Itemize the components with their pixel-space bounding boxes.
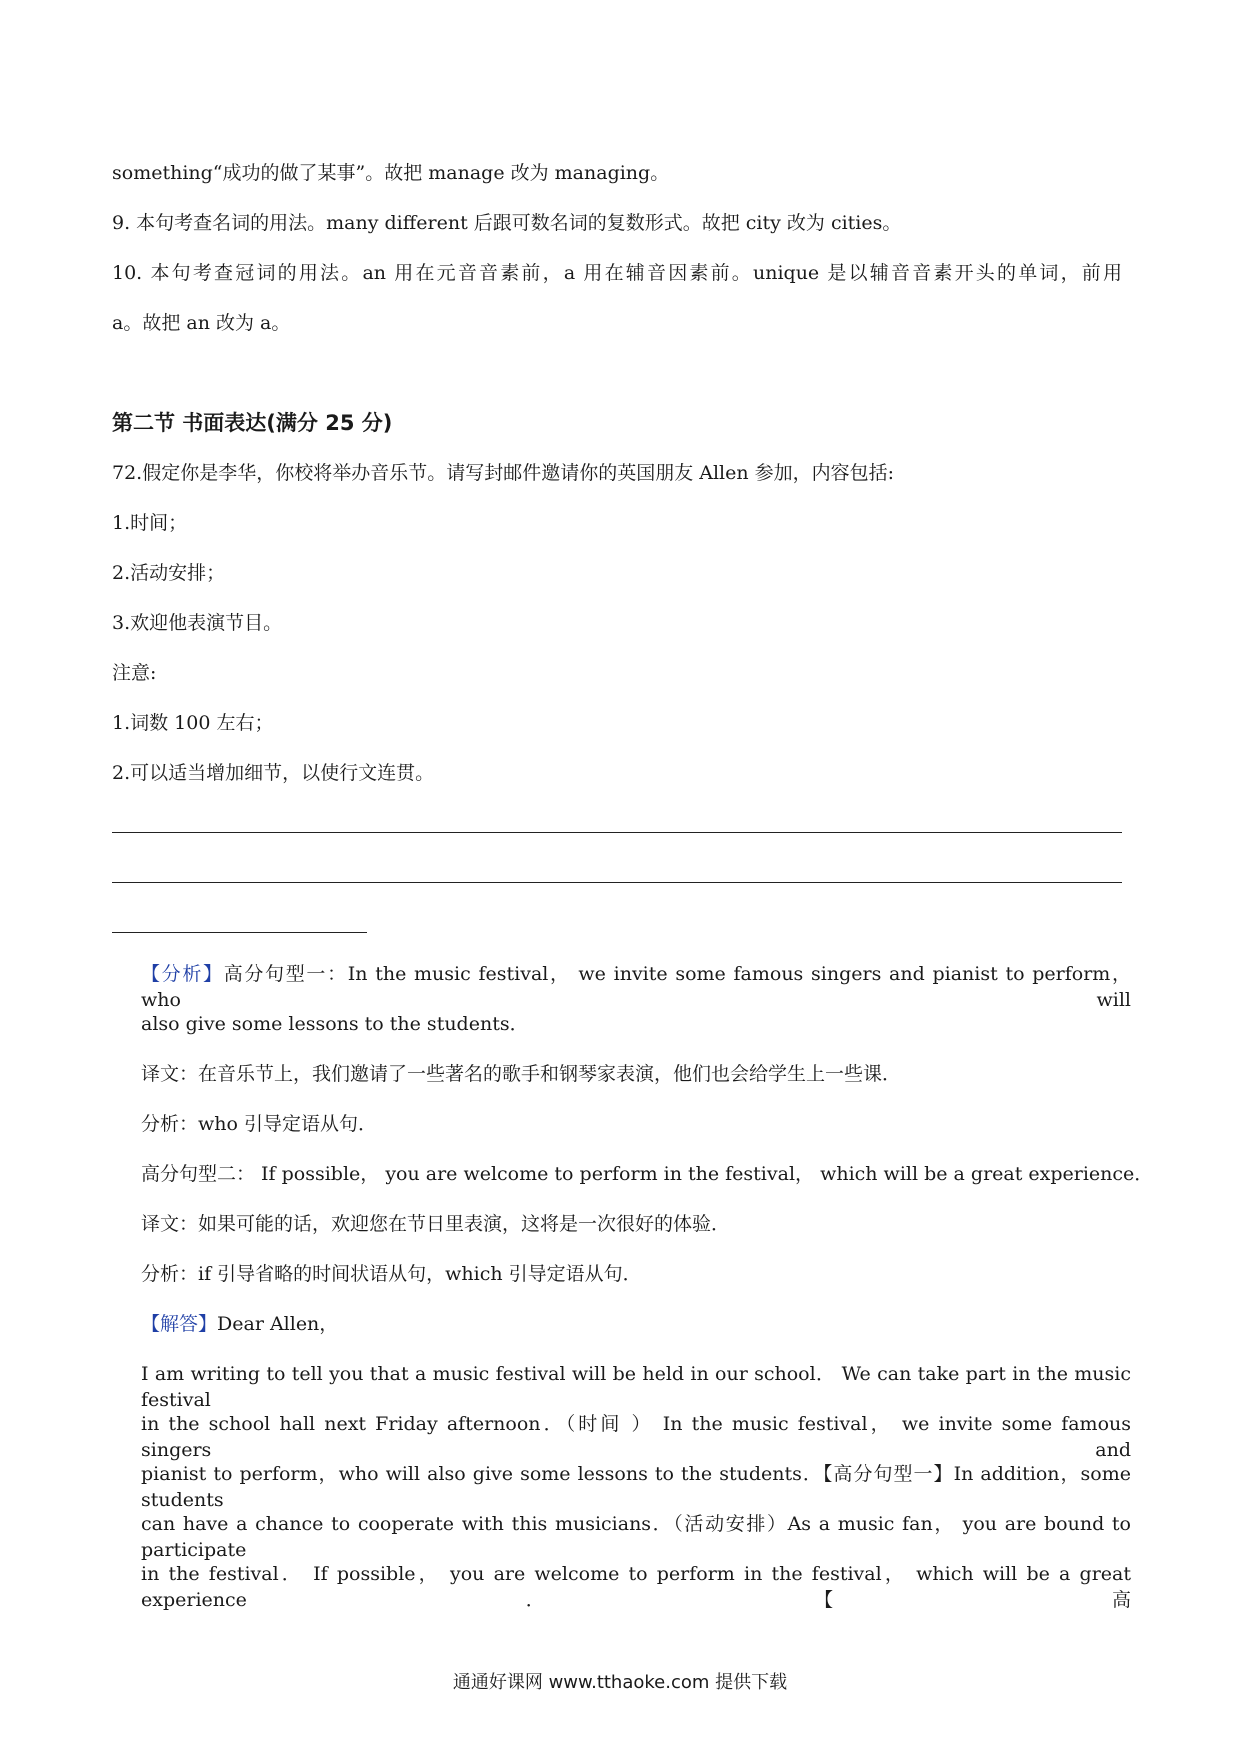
essay-line: pianist to perform，who will also give some lessons to the students．【高分句型一】In addition，some students [141, 1463, 1131, 1511]
answer-blank-line [112, 832, 1122, 833]
analysis-line: 译文：在音乐节上，我们邀请了一些著名的歌手和钢琴家表演，他们也会给学生上一些课． [141, 1063, 902, 1085]
analysis-line: also give some lessons to the students． [141, 1013, 529, 1035]
answer-tag: 【解答】 [141, 1313, 218, 1335]
essay-line: I am writing to tell you that a music festival will be held in our school． We can take part in the music festival [141, 1363, 1131, 1411]
requirement-item: 3.欢迎他表演节目。 [112, 612, 283, 634]
greeting: Dear Allen， [217, 1313, 339, 1335]
analysis-tag: 【分析】 [141, 963, 224, 985]
essay-line: in the festival． If possible， you are welcome to perform in the festival， which will be a great experience．【高 [141, 1563, 1131, 1611]
answer-line: something“成功的做了某事”。故把 manage 改为 managing。 [112, 162, 670, 184]
note-label: 注意: [112, 662, 157, 684]
analysis-line [141, 961, 1131, 1013]
essay-line: can have a chance to cooperate with this musicians．（活动安排）As a music fan， you are bound to participate [141, 1513, 1131, 1561]
answer-blank-line [112, 882, 1122, 883]
question-text: 72.假定你是李华，你校将举办音乐节。请写封邮件邀请你的英国朋友 Allen 参加，内容包括: [112, 462, 895, 484]
page-footer: 通通好课网 www.tthaoke.com 提供下载 [452, 1672, 788, 1693]
analysis-line: 译文：如果可能的话，欢迎您在节日里表演，这将是一次很好的体验． [141, 1213, 731, 1235]
note-item: 1.词数 100 左右； [112, 712, 274, 734]
analysis-line: 分析：if 引导省略的时间状语从句，which 引导定语从句． [141, 1263, 642, 1285]
answer-blank-line [112, 932, 367, 933]
answer-greeting-line [141, 1311, 338, 1337]
answer-line: 10. 本句考查冠词的用法。an 用在元音音素前，a 用在辅音因素前。unique 是以辅音音素开头的单词，前用 [112, 262, 1122, 284]
requirement-item: 1.时间； [112, 512, 188, 534]
answer-line: 9. 本句考查名词的用法。many different 后跟可数名词的复数形式。故把 city 改为 cities。 [112, 212, 902, 234]
analysis-line: 分析：who 引导定语从句． [141, 1113, 377, 1135]
requirement-item: 2.活动安排； [112, 562, 226, 584]
analysis-line: 高分句型二： If possible， you are welcome to perform in the festival， which will be a great experience． [141, 1163, 1154, 1185]
note-item: 2.可以适当增加细节，以使行文连贯。 [112, 762, 435, 784]
essay-line: in the school hall next Friday afternoon．（时间 ） In the music festival， we invite some famous singers and [141, 1413, 1131, 1461]
answer-line: a。故把 an 改为 a。 [112, 312, 291, 334]
analysis-text: 高分句型一：In the music festival， we invite some famous singers and pianist to perform， who will [141, 963, 1131, 1011]
section-heading: 第二节 书面表达(满分 25 分) [112, 411, 393, 435]
